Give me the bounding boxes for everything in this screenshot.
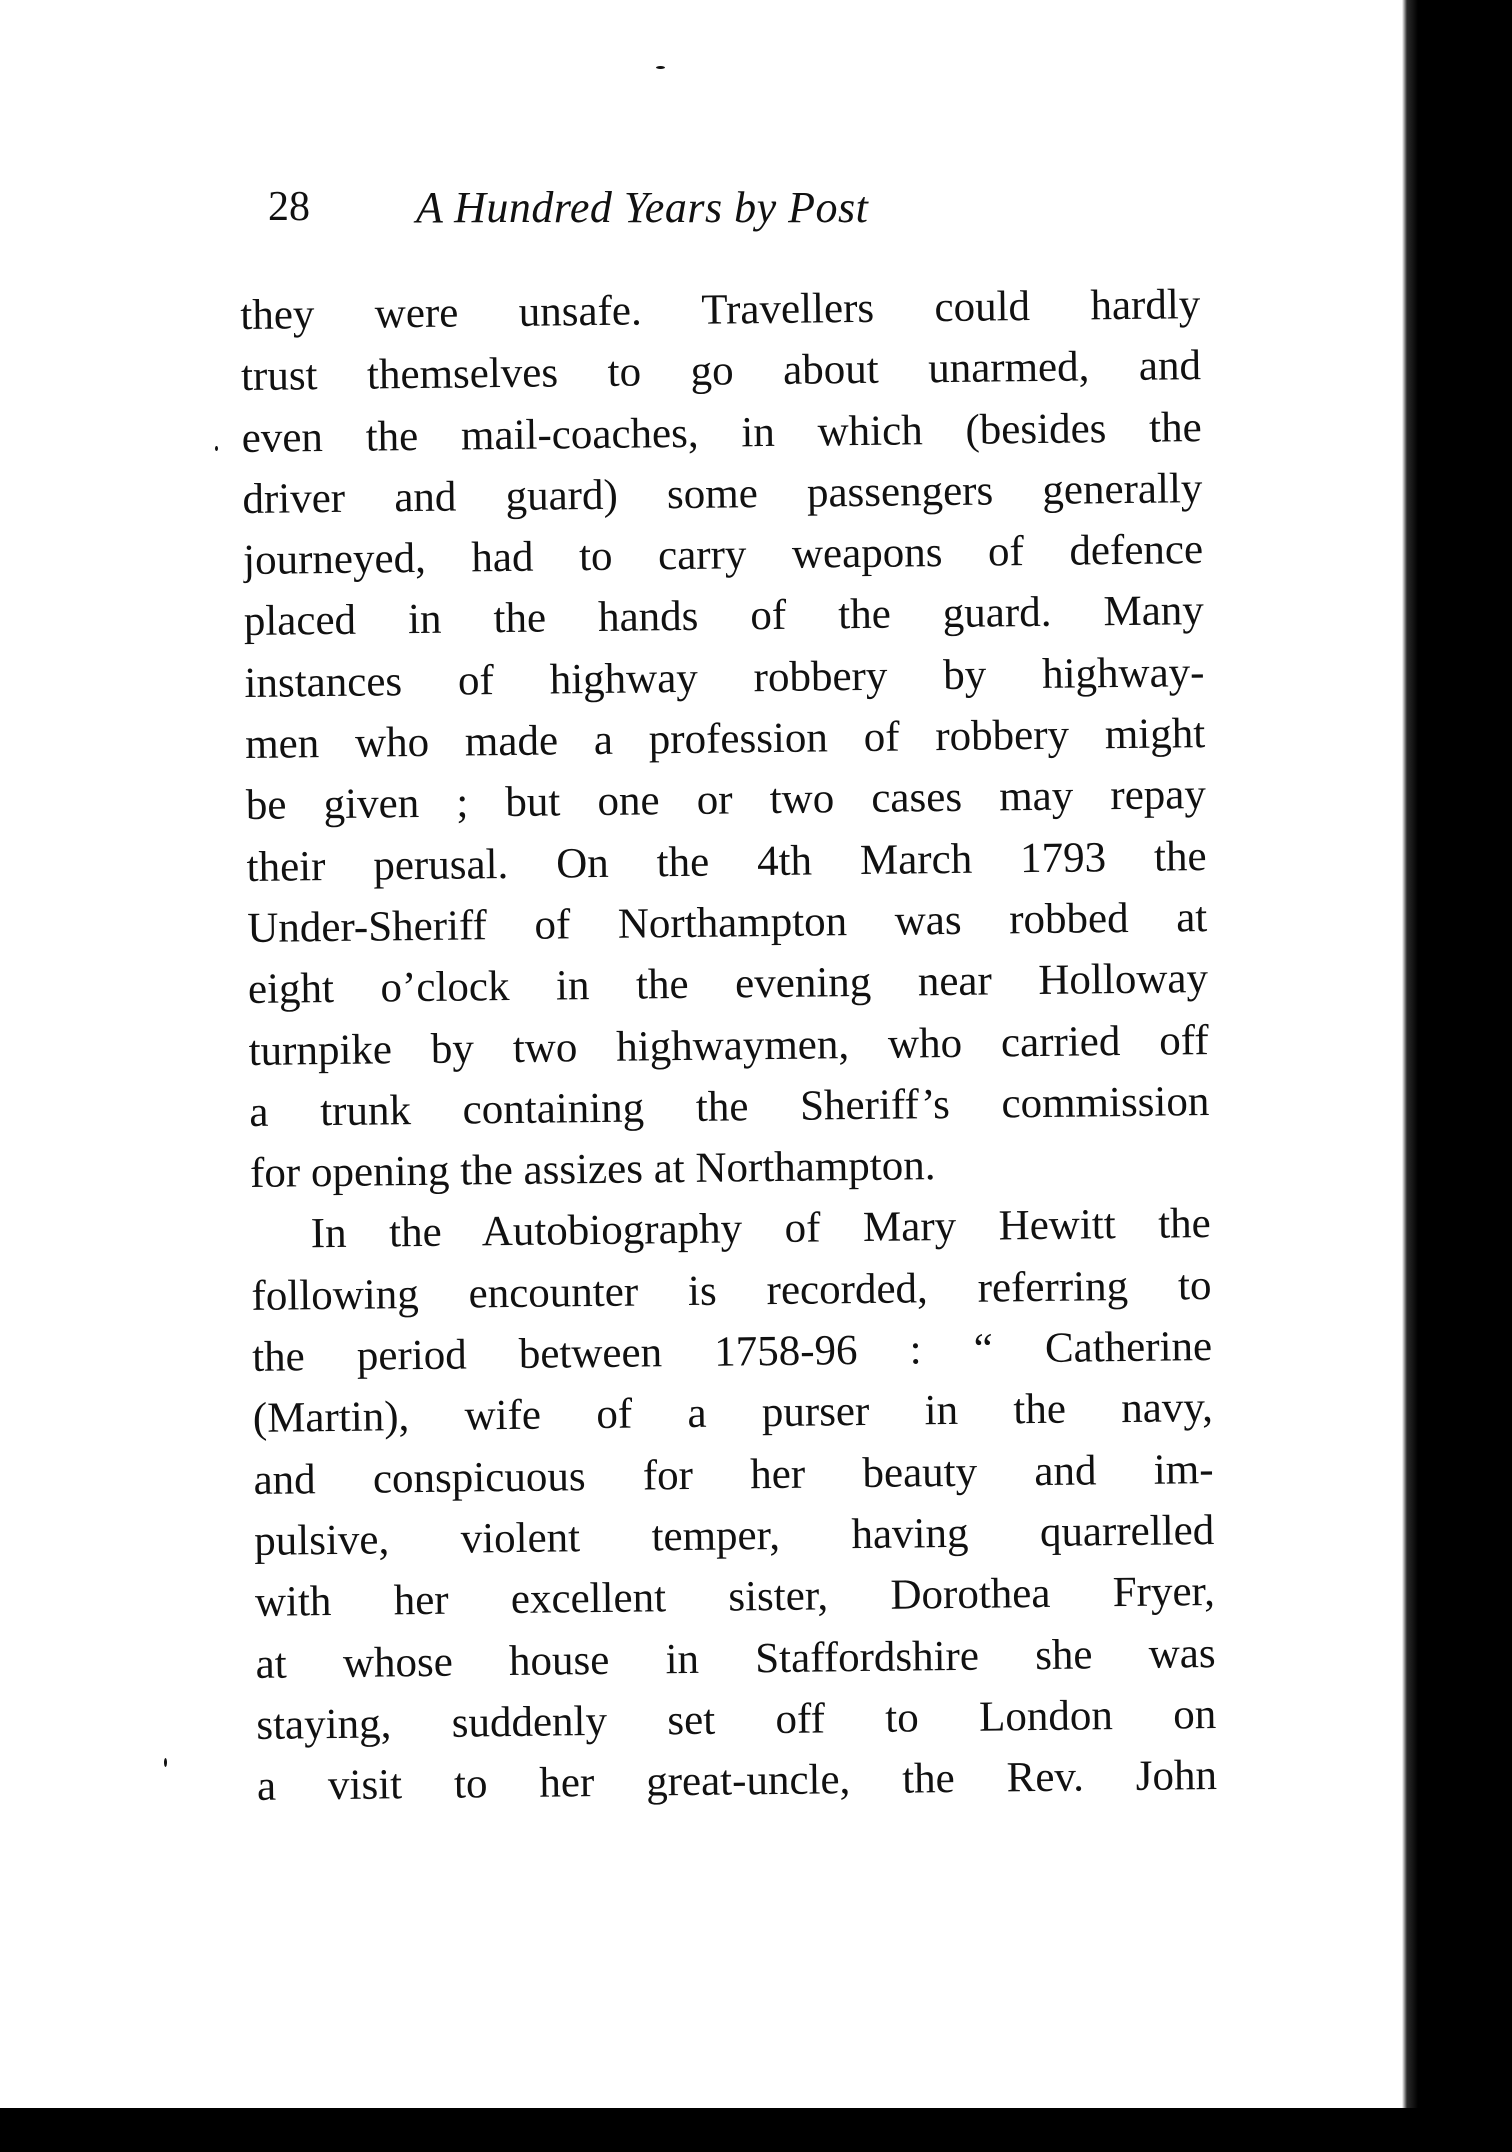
text-line: they were unsafe. Travellers could hardly bbox=[240, 281, 1201, 339]
text-line: men who made a profession of robbery might bbox=[244, 710, 1206, 769]
text-line: In the Autobiography of Mary Hewitt the bbox=[310, 1200, 1211, 1258]
text-line: following encounter is recorded, referring to bbox=[251, 1261, 1212, 1320]
scan-speck bbox=[656, 66, 665, 69]
text-line: a trunk containing the Sheriff’s commission bbox=[249, 1077, 1210, 1136]
scan-speck bbox=[164, 1758, 167, 1767]
scan-speck bbox=[215, 446, 218, 451]
text-line: a visit to her great-uncle, the Rev. John bbox=[256, 1752, 1218, 1811]
text-line: Under-Sheriff of Northampton was robbed at bbox=[247, 894, 1208, 952]
text-line: turnpike by two highwaymen, who carried off bbox=[248, 1016, 1209, 1075]
text-line: with her excellent sister, Dorothea Fryer, bbox=[254, 1568, 1216, 1627]
text-line: trust themselves to go about unarmed, and bbox=[240, 342, 1202, 401]
running-head bbox=[268, 182, 1028, 252]
text-line: placed in the hands of the guard. Many bbox=[243, 587, 1205, 646]
text-line: (Martin), wife of a purser in the navy, bbox=[252, 1384, 1214, 1443]
text-line: the period between 1758-96 : “ Catherine bbox=[251, 1323, 1213, 1381]
text-line: at whose house in Staffordshire she was bbox=[255, 1629, 1216, 1688]
text-line: even the mail-coaches, in which (besides the bbox=[241, 403, 1202, 462]
text-line: eight o’clock in the evening near Holloway bbox=[247, 955, 1209, 1014]
scan-dark-edge-bottom bbox=[0, 2108, 1512, 2152]
scan-dark-edge-right bbox=[1402, 0, 1512, 2152]
text-line: journeyed, had to carry weapons of defence bbox=[242, 526, 1204, 585]
text-line: be given ; but one or two cases may repay bbox=[245, 771, 1207, 830]
text-line: driver and guard) some passengers generally bbox=[242, 464, 1203, 523]
page-number: 28 bbox=[268, 184, 310, 230]
text-line: pulsive, violent temper, having quarrelled bbox=[253, 1506, 1215, 1565]
text-line: instances of highway robbery by highway- bbox=[244, 648, 1205, 707]
text-line: staying, suddenly set off to London on bbox=[256, 1690, 1217, 1749]
text-line: for opening the assizes at Northampton. bbox=[249, 1142, 936, 1198]
book-title: A Hundred Years by Post bbox=[416, 183, 869, 232]
text-line: and conspicuous for her beauty and im- bbox=[253, 1445, 1214, 1504]
text-line: their perusal. On the 4th March 1793 the bbox=[246, 832, 1207, 891]
body-text bbox=[240, 274, 1217, 1817]
